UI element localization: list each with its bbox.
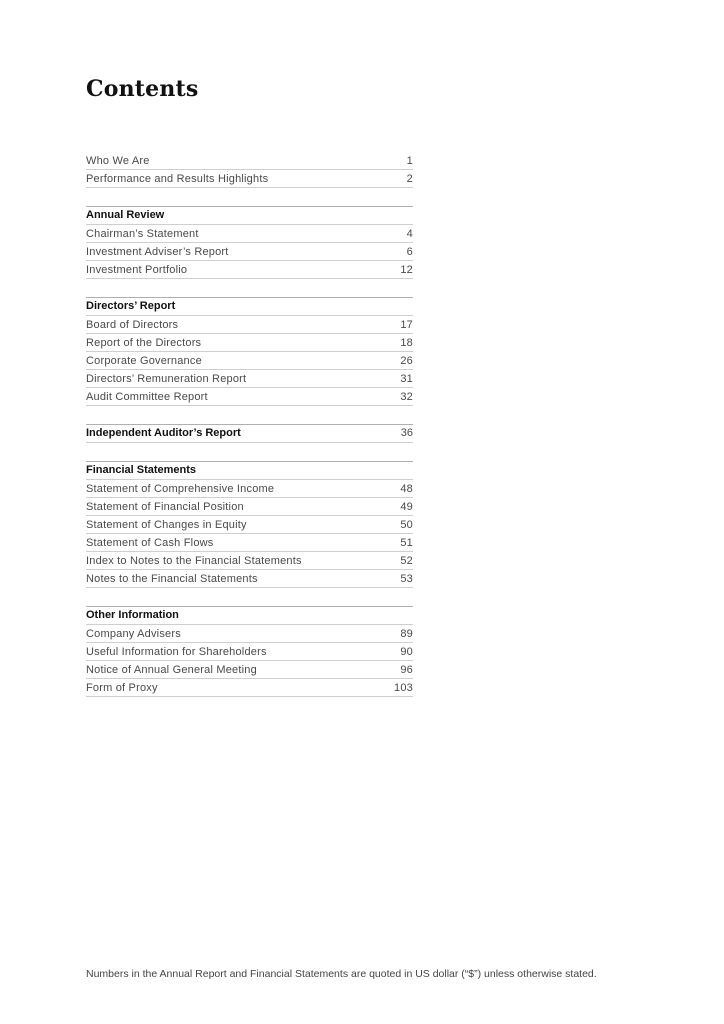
- toc-entry-label: Corporate Governance: [86, 354, 202, 367]
- toc-section-heading[interactable]: [86, 424, 413, 443]
- toc-entry-label: Statement of Cash Flows: [86, 536, 214, 549]
- toc-entry-label: Statement of Changes in Equity: [86, 518, 247, 531]
- toc-entry[interactable]: [86, 552, 413, 570]
- toc-entry[interactable]: [86, 334, 413, 352]
- toc-entry-label: Chairman’s Statement: [86, 227, 199, 240]
- toc-entry-label: Audit Committee Report: [86, 390, 208, 403]
- toc-entry-page-number: 2: [406, 172, 413, 185]
- toc-entry[interactable]: [86, 480, 413, 498]
- toc-entry-label: Statement of Comprehensive Income: [86, 482, 275, 495]
- toc-section-heading-label: Independent Auditor’s Report: [86, 427, 241, 439]
- footnote: Numbers in the Annual Report and Financial Statements are quoted in US dollar (“$”) unless otherwise stated.: [86, 968, 597, 980]
- toc-entry-page-number: 103: [394, 681, 413, 694]
- toc-entry-label: Notes to the Financial Statements: [86, 572, 258, 585]
- toc-entry[interactable]: [86, 498, 413, 516]
- toc-entry[interactable]: [86, 643, 413, 661]
- toc-entry-label: Report of the Directors: [86, 336, 202, 349]
- toc-entry[interactable]: [86, 625, 413, 643]
- toc-section: [86, 297, 413, 406]
- toc-entry-label: Investment Adviser’s Report: [86, 245, 229, 258]
- toc-section-heading-label: Financial Statements: [86, 464, 197, 476]
- toc-entry-page-number: 4: [406, 227, 413, 240]
- toc-entry-page-number: 31: [400, 372, 413, 385]
- toc-entry-page-number: 48: [400, 482, 413, 495]
- toc-section-heading-label: Annual Review: [86, 209, 165, 221]
- toc-entry-label: Board of Directors: [86, 318, 179, 331]
- toc-entry[interactable]: [86, 516, 413, 534]
- toc-entry[interactable]: [86, 388, 413, 406]
- toc-section-heading-page: 36: [400, 427, 413, 439]
- toc-entry-label: Notice of Annual General Meeting: [86, 663, 257, 676]
- toc-entry-page-number: 12: [400, 263, 413, 276]
- toc-section: [86, 461, 413, 588]
- toc-entry-page-number: 6: [406, 245, 413, 258]
- toc-entry-page-number: 32: [400, 390, 413, 403]
- toc-entry-label: Directors’ Remuneration Report: [86, 372, 247, 385]
- toc-entry-label: Index to Notes to the Financial Statements: [86, 554, 302, 567]
- toc-section-heading[interactable]: [86, 206, 413, 225]
- toc-entry[interactable]: [86, 370, 413, 388]
- toc-section: [86, 206, 413, 279]
- toc-entry[interactable]: [86, 570, 413, 588]
- toc-entry[interactable]: [86, 170, 413, 188]
- toc-entry-page-number: 1: [406, 154, 413, 167]
- toc-section-heading[interactable]: [86, 461, 413, 480]
- toc-entry[interactable]: [86, 661, 413, 679]
- page-title: Contents: [86, 76, 199, 102]
- toc-entry-page-number: 50: [400, 518, 413, 531]
- toc-entry[interactable]: [86, 152, 413, 170]
- toc-entry-label: Company Advisers: [86, 627, 181, 640]
- toc-entry-label: Who We Are: [86, 154, 150, 167]
- toc-entry[interactable]: [86, 534, 413, 552]
- toc-entry[interactable]: [86, 243, 413, 261]
- toc-section-heading[interactable]: [86, 606, 413, 625]
- toc-entry[interactable]: [86, 352, 413, 370]
- toc-entry-page-number: 17: [400, 318, 413, 331]
- toc-entry-label: Performance and Results Highlights: [86, 172, 269, 185]
- toc-entry-label: Statement of Financial Position: [86, 500, 244, 513]
- toc-entry-page-number: 52: [400, 554, 413, 567]
- table-of-contents: [86, 152, 413, 715]
- toc-entry-label: Useful Information for Shareholders: [86, 645, 267, 658]
- toc-entry[interactable]: [86, 225, 413, 243]
- toc-entry[interactable]: [86, 261, 413, 279]
- toc-section: [86, 152, 413, 188]
- toc-entry[interactable]: [86, 316, 413, 334]
- toc-section: [86, 606, 413, 697]
- toc-entry-page-number: 18: [400, 336, 413, 349]
- toc-entry-page-number: 89: [400, 627, 413, 640]
- toc-entry-page-number: 90: [400, 645, 413, 658]
- toc-entry-page-number: 53: [400, 572, 413, 585]
- toc-entry-label: Form of Proxy: [86, 681, 158, 694]
- toc-entry[interactable]: [86, 679, 413, 697]
- toc-section-heading-label: Other Information: [86, 609, 179, 621]
- toc-entry-page-number: 51: [400, 536, 413, 549]
- toc-entry-page-number: 49: [400, 500, 413, 513]
- toc-section-heading-label: Directors’ Report: [86, 300, 176, 312]
- toc-entry-label: Investment Portfolio: [86, 263, 188, 276]
- toc-section: [86, 424, 413, 443]
- toc-entry-page-number: 26: [400, 354, 413, 367]
- toc-entry-page-number: 96: [400, 663, 413, 676]
- toc-section-heading[interactable]: [86, 297, 413, 316]
